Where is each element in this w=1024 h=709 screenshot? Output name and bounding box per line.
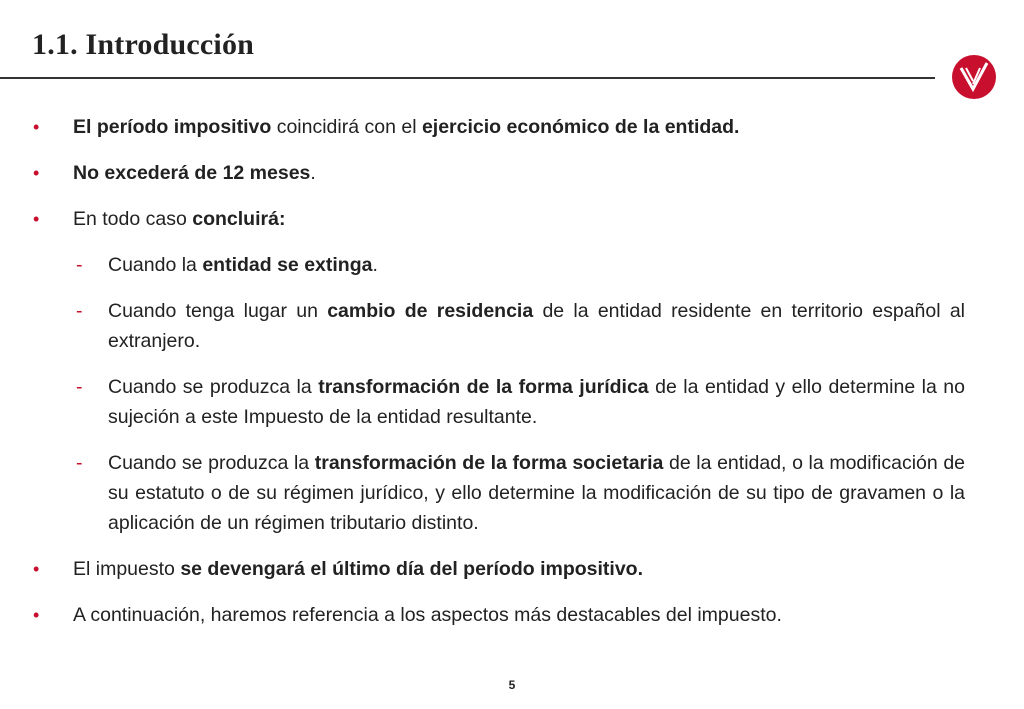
- sub-bullet-text: de la entidad y ello determine la no sujeción a este Impuesto de la entidad resultante.: [108, 376, 966, 428]
- bullet-item: [32, 158, 965, 188]
- bullet-mark: •: [33, 209, 40, 229]
- dash-mark: -: [76, 300, 83, 322]
- title-divider: [0, 77, 935, 79]
- bullet-mark: •: [33, 559, 40, 579]
- bullet-item: [32, 112, 965, 142]
- bullet-text-bold: se devengará el último día del período impositivo.: [180, 558, 643, 580]
- bullet-item: [32, 554, 965, 584]
- bullet-text: En todo caso: [73, 208, 193, 230]
- sub-bullet-text-bold: transformación de la forma societaria: [314, 452, 664, 474]
- bullet-mark: •: [33, 605, 40, 625]
- sub-bullet-text-bold: cambio de residencia: [327, 300, 534, 322]
- sub-bullet-item: [32, 372, 965, 432]
- dash-mark: -: [76, 254, 83, 276]
- v-emblem-icon: [951, 54, 997, 100]
- sub-bullet-item: [32, 250, 965, 280]
- sub-bullet-text: Cuando se produzca la: [108, 452, 315, 474]
- sub-bullet-text: de la entidad, o la modificación de su estatuto o de su régimen jurídico, y ello determine la modificación de su tipo de gravamen o la aplicación de un régimen tributario distinto.: [108, 452, 966, 534]
- dash-mark: -: [76, 376, 83, 398]
- slide-title: 1.1. Introducción: [32, 28, 255, 61]
- bullet-text-bold: El período impositivo: [73, 116, 272, 138]
- bullet-text: El impuesto: [73, 558, 181, 580]
- bullet-text: .: [310, 162, 316, 184]
- bullet-text-bold: concluirá:: [192, 208, 286, 230]
- bullet-text: coincidirá con el: [271, 116, 422, 138]
- sub-bullet-text: Cuando se produzca la: [108, 376, 319, 398]
- sub-bullet-text: .: [372, 254, 378, 276]
- bullet-text: A continuación, haremos referencia a los aspectos más destacables del impuesto.: [73, 604, 782, 626]
- sub-bullet-text: de la entidad residente en territorio español al extranjero.: [108, 300, 966, 352]
- bullet-text-bold: No excederá de 12 meses: [73, 162, 311, 184]
- bullet-mark: •: [33, 163, 40, 183]
- sub-bullet-item: [32, 448, 965, 538]
- bullet-item: [32, 600, 965, 630]
- bullet-mark: •: [33, 117, 40, 137]
- page-number: 5: [508, 678, 516, 692]
- bullet-item: [32, 204, 965, 234]
- sub-bullet-text: Cuando tenga lugar un: [108, 300, 328, 322]
- bullet-text-bold: ejercicio económico de la entidad.: [421, 116, 740, 138]
- sub-bullet-text-bold: entidad se extinga: [202, 254, 373, 276]
- slide-body: [32, 112, 965, 646]
- dash-mark: -: [76, 452, 83, 474]
- sub-bullet-item: [32, 296, 965, 356]
- sub-bullet-text: Cuando la: [108, 254, 203, 276]
- sub-bullet-text-bold: transformación de la forma jurídica: [318, 376, 649, 398]
